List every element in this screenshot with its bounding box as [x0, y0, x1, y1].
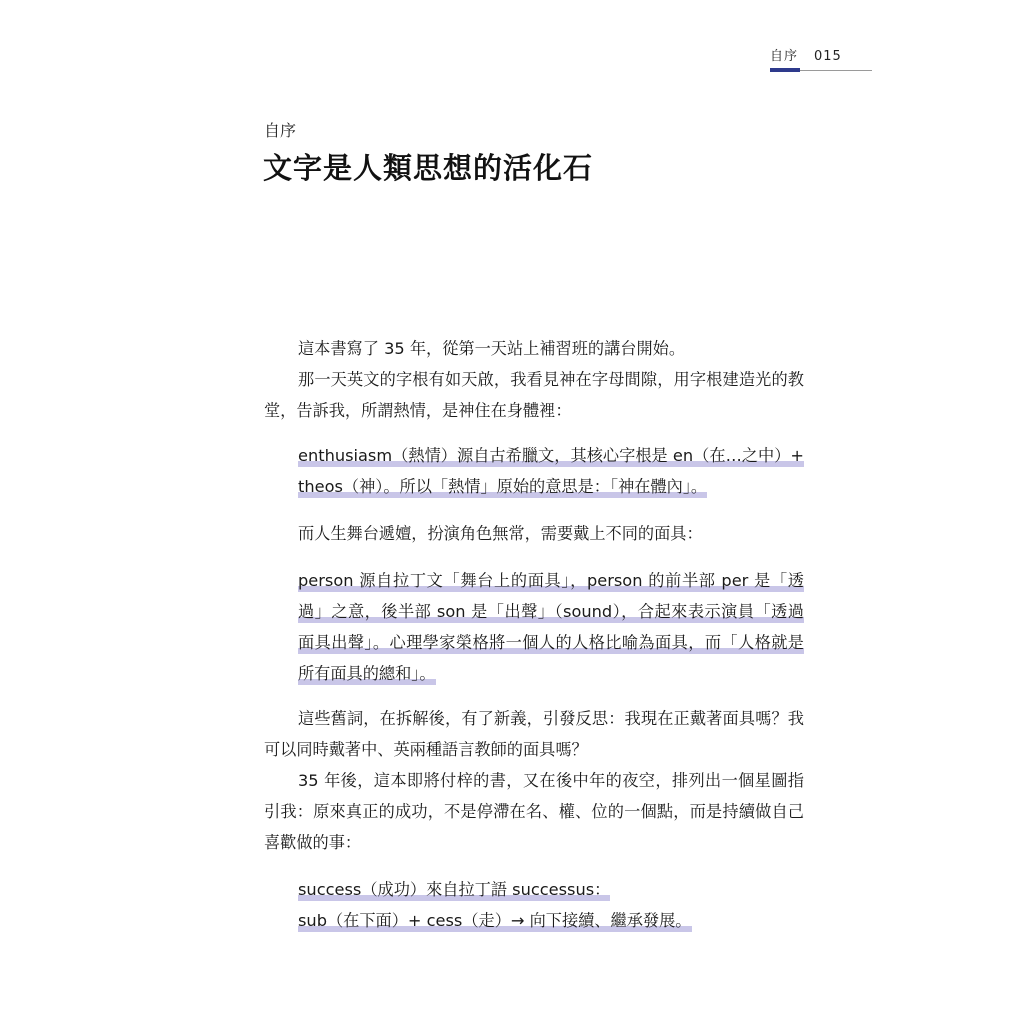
running-head-accent-bar	[770, 68, 800, 72]
page-number: 015	[814, 49, 842, 64]
quote-person	[298, 565, 804, 689]
body-paragraph-5: 35 年後，這本即將付梓的書，又在後中年的夜空，排列出一個星圖指引我：原來真正的成功，不是停滯在名、權、位的一個點，而是持續做自己喜歡做的事：	[264, 771, 804, 852]
running-head-section: 自序	[770, 49, 799, 64]
chapter-title: 文字是人類思想的活化石	[263, 151, 594, 185]
body-paragraph-2: 那一天英文的字根有如天啟，我看見神在字母間隙，用字根建造光的教堂，告訴我，所謂熱情，是神住在身體裡：	[264, 370, 804, 420]
body-paragraph-3: 而人生舞台遞嬗，扮演角色無常，需要戴上不同的面具：	[298, 524, 703, 543]
running-head-rule	[800, 70, 872, 71]
quote-success-line-1: success（成功）來自拉丁語 successus：	[298, 880, 611, 899]
body-paragraph-1: 這本書寫了 35 年，從第一天站上補習班的講台開始。	[298, 339, 686, 358]
quote-enthusiasm-text: enthusiasm（熱情）源自古希臘文，其核心字根是 en（在…之中）+ theos（神）。所以「熱情」原始的意思是：「神在體內」。	[298, 446, 804, 496]
quote-person-text: person 源自拉丁文「舞台上的面具」，person 的前半部 per 是「透過」之意，後半部 son 是「出聲」（sound），合起來表示演員「透過面具出聲」。心理學家榮格將一個人的人格比喻為面具，而「人格就是所有面具的總和」。	[298, 571, 804, 683]
quote-success-line-2: sub（在下面）+ cess（走）→ 向下接續、繼承發展。	[298, 911, 692, 930]
quote-enthusiasm	[298, 440, 804, 502]
running-head	[770, 48, 872, 74]
body-paragraph-4: 這些舊詞，在拆解後，有了新義，引發反思：我現在正戴著面具嗎？我可以同時戴著中、英兩種語言教師的面具嗎？	[264, 709, 804, 759]
chapter-label: 自序	[264, 121, 297, 140]
quote-success	[298, 874, 804, 936]
